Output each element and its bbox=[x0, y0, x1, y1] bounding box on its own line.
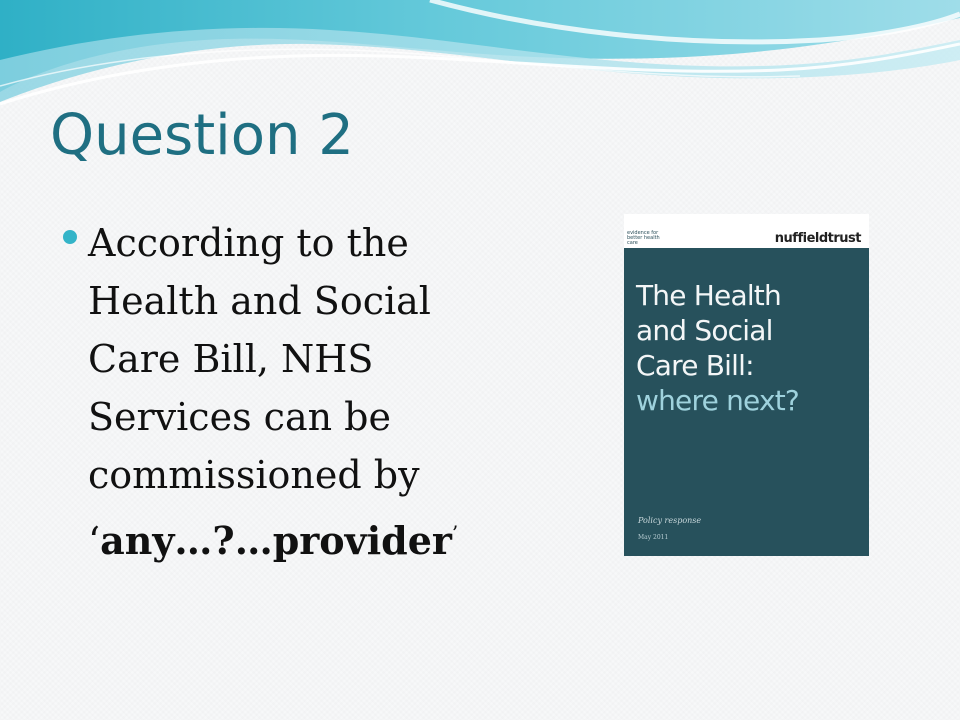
bullet-line: Care Bill, NHS bbox=[88, 337, 374, 381]
slide-title: Question 2 bbox=[50, 103, 354, 168]
close-quote: ’ bbox=[451, 521, 459, 545]
bullet-line-emphasis bbox=[88, 504, 508, 570]
cover-tagline: evidence for better health care bbox=[627, 230, 660, 246]
cover-title-line: Care Bill: bbox=[636, 349, 754, 382]
bullet-icon bbox=[63, 230, 77, 244]
report-cover-image bbox=[624, 214, 869, 556]
bullet-line: commissioned by bbox=[88, 453, 420, 497]
nuffield-trust-logo: nuffieldtrust bbox=[774, 231, 861, 246]
cover-date: May 2011 bbox=[638, 534, 669, 541]
cover-title bbox=[636, 278, 799, 418]
cover-title-line: and Social bbox=[636, 314, 773, 347]
cover-subtitle: where next? bbox=[636, 384, 799, 417]
emphasis-text: any…?…provider bbox=[100, 518, 452, 563]
bullet-text bbox=[88, 214, 508, 570]
open-quote: ‘ bbox=[88, 519, 101, 563]
cover-panel bbox=[624, 248, 869, 556]
cover-document-type: Policy response bbox=[638, 516, 702, 525]
cover-top-strip bbox=[624, 214, 869, 248]
cover-title-line: The Health bbox=[636, 279, 781, 312]
bullet-line: According to the bbox=[88, 221, 409, 265]
bullet-line: Services can be bbox=[88, 395, 391, 439]
bullet-line: Health and Social bbox=[88, 279, 431, 323]
